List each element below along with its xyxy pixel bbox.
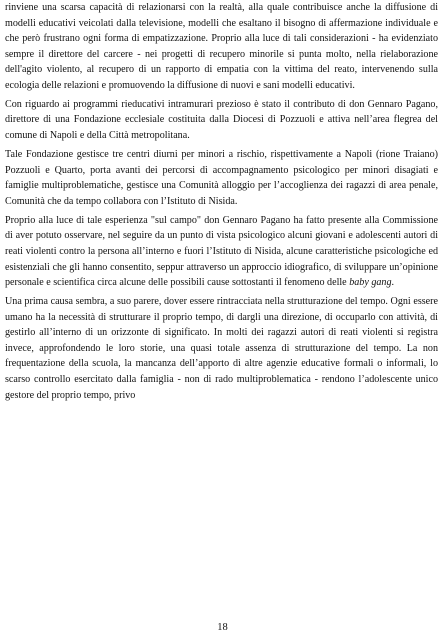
page-number: 18 — [217, 622, 228, 633]
paragraph-4-emphasis: baby gang — [349, 277, 392, 289]
paragraph-1: rinviene una scarsa capacità di relazionarsi con la realtà, alla quale contribuisce anche la diffusione di modelli educativi veicolati dalla televisione, modelli che esaltano il bisogno di affermazione individuale e che però frustrano ogni forma di empatizzazione. Proprio alla luce di tali considerazioni - ha evidenziato sempre il direttore del carcere - nei progetti di recupero minorile si punta molto, nella rielaborazione dell'agito violento, al recupero di un rapporto di empatia con la vittima del reato, intervenendo sulla ecologia delle relazioni e promuovendo la diffusione di nuovi e sani modelli educativi. — [5, 2, 438, 91]
paragraph-4-text-after: . — [391, 277, 395, 289]
document-body — [5, 0, 438, 403]
paragraph-5: Una prima causa sembra, a suo parere, dover essere rintracciata nella strutturazione del tempo. Ogni essere umano ha la necessità di strutturare il proprio tempo, di dargli una direzione, di occuparlo con attività, di gestirlo all’interno di un orizzonte di significato. In molti dei ragazzi autori di reati violenti si registra invece, approfondendo le loro storie, una quasi totale assenza di strutturazione del tempo. La non frequentazione della scuola, la mancanza dell’apporto di altre agenzie educative formali o informali, lo scarso controllo esercitato dalla famiglia - non di rado multiproblematica - rendono l’adolescente unico gestore del proprio tempo, privo — [5, 296, 438, 401]
paragraph-3: Tale Fondazione gestisce tre centri diurni per minori a rischio, rispettivamente a Napoli (rione Traiano) Pozzuoli e Quarto, porta avanti dei percorsi di accompagnamento psicologico per minori disagiati e famiglie multiproblematiche, gestisce una Comunità alloggio per l’accoglienza dei ragazzi di area penale, Comunità che da tempo collabora con l’Istituto di Nisida. — [5, 149, 438, 207]
paragraph-2: Con riguardo ai programmi rieducativi intramurari prezioso è stato il contributo di don Gennaro Pagano, direttore di una Fondazione ecclesiale costituita dalla Diocesi di Pozzuoli e attiva nell’area flegrea del comune di Napoli e della Città metropolitana. — [5, 98, 438, 141]
paragraph-4-text-before: Proprio alla luce di tale esperienza "sul campo" don Gennaro Pagano ha fatto presente alla Commissione di aver potuto osservare, nel seguire da un punto di vista psicologico alcuni giovani e adolescenti autori di reati violenti contro la persona all’interno e fuori l’Istituto di Nisida, alcune caratteristiche psicologiche ed esistenziali che gli hanno consentito, seppur attraverso un approccio idiografico, di sviluppare un’opinione personale e scientifica circa alcune delle possibili cause sottostanti il fenomeno delle — [5, 214, 438, 289]
paragraph-4 — [5, 213, 438, 291]
